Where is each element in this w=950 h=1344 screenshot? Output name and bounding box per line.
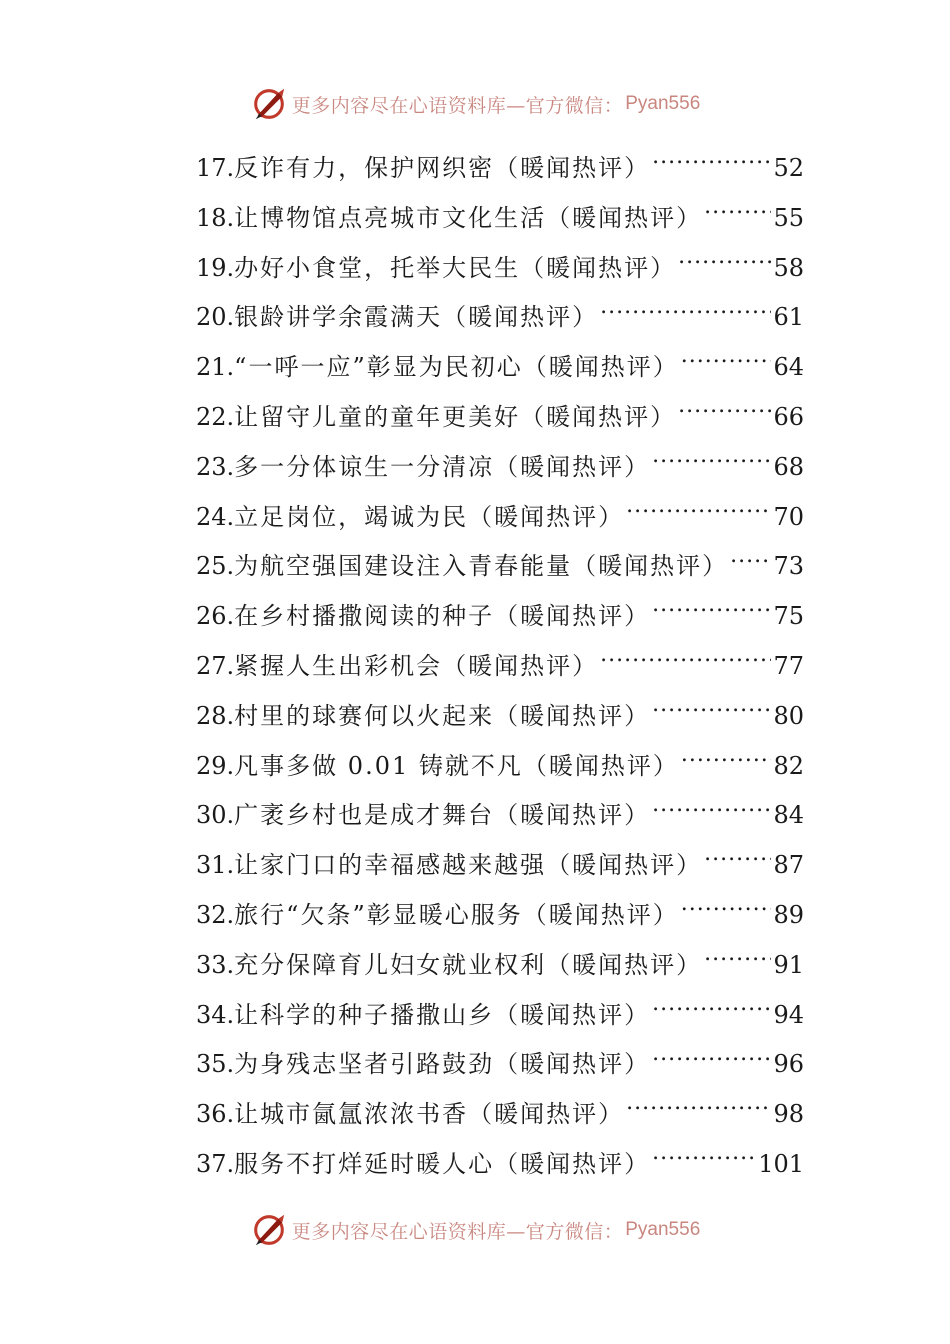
toc-entry[interactable] bbox=[196, 194, 804, 244]
toc-dot-leader bbox=[652, 600, 771, 624]
toc-entry-number: 27. bbox=[196, 651, 235, 680]
toc-entry-title: 紧握人生出彩机会（暖闻热评） bbox=[234, 651, 599, 680]
toc-dot-leader bbox=[600, 650, 771, 674]
toc-entry[interactable] bbox=[196, 244, 804, 294]
toc-entry-number: 24. bbox=[196, 502, 235, 531]
toc-entry-number: 19. bbox=[196, 253, 235, 282]
toc-dot-leader bbox=[652, 451, 771, 475]
toc-entry-title: 为身残志坚者引路鼓劲（暖闻热评） bbox=[234, 1050, 651, 1079]
toc-entry[interactable] bbox=[196, 293, 804, 343]
toc-entry[interactable] bbox=[196, 443, 804, 493]
watermark-text: 更多内容尽在心语资料库—官方微信： bbox=[291, 1220, 624, 1243]
toc-entry-title: 让科学的种子播撒山乡（暖闻热评） bbox=[234, 1000, 651, 1029]
toc-entry-number: 28. bbox=[196, 701, 235, 730]
toc-entry-page-number: 58 bbox=[773, 253, 804, 282]
toc-entry[interactable] bbox=[196, 1040, 804, 1090]
toc-dot-leader bbox=[730, 550, 771, 574]
toc-dot-leader bbox=[652, 700, 771, 724]
toc-entry-number: 36. bbox=[196, 1100, 235, 1129]
toc-dot-leader bbox=[704, 949, 771, 973]
toc-entry[interactable] bbox=[196, 1090, 804, 1140]
toc-entry-number: 33. bbox=[196, 950, 235, 979]
toc-entry[interactable] bbox=[196, 742, 804, 792]
toc-entry-number: 30. bbox=[196, 801, 235, 830]
toc-entry-page-number: 55 bbox=[773, 203, 804, 232]
toc-entry-title: 让家门口的幸福感越来越强（暖闻热评） bbox=[234, 851, 703, 880]
toc-entry[interactable] bbox=[196, 891, 804, 941]
toc-entry[interactable] bbox=[196, 791, 804, 841]
toc-entry-page-number: 84 bbox=[773, 801, 804, 830]
toc-entry-title: 广袤乡村也是成才舞台（暖闻热评） bbox=[234, 801, 651, 830]
toc-entry-page-number: 61 bbox=[773, 303, 804, 332]
toc-entry[interactable] bbox=[196, 493, 804, 543]
toc-entry-number: 26. bbox=[196, 602, 235, 631]
toc-entry-page-number: 80 bbox=[773, 701, 804, 730]
toc-entry-page-number: 96 bbox=[773, 1050, 804, 1079]
toc-entry[interactable] bbox=[196, 542, 804, 592]
toc-entry-title: 充分保障育儿妇女就业权利（暖闻热评） bbox=[234, 950, 703, 979]
pen-nib-icon bbox=[250, 1211, 288, 1249]
toc-entry-title: 立足岗位，竭诚为民（暖闻热评） bbox=[234, 502, 625, 531]
toc-entry-page-number: 89 bbox=[773, 900, 804, 929]
toc-entry-title: “一呼一应”彰显为民初心（暖闻热评） bbox=[234, 353, 679, 382]
toc-dot-leader bbox=[681, 750, 772, 774]
toc-entry[interactable] bbox=[196, 991, 804, 1041]
toc-entry-page-number: 70 bbox=[773, 502, 804, 531]
toc-entry-number: 18. bbox=[196, 203, 235, 232]
toc-entry-number: 35. bbox=[196, 1050, 235, 1079]
toc-entry-title: 旅行“欠条”彰显暖心服务（暖闻热评） bbox=[234, 900, 679, 929]
toc-entry-title: 在乡村播撒阅读的种子（暖闻热评） bbox=[234, 602, 651, 631]
toc-entry-number: 37. bbox=[196, 1149, 235, 1178]
toc-entry-page-number: 68 bbox=[773, 452, 804, 481]
toc-entry-title: 让城市氤氲浓浓书香（暖闻热评） bbox=[234, 1100, 625, 1129]
toc-dot-leader bbox=[652, 999, 771, 1023]
toc-entry-number: 32. bbox=[196, 900, 235, 929]
toc-entry-page-number: 64 bbox=[773, 353, 804, 382]
toc-entry[interactable] bbox=[196, 1140, 804, 1190]
toc-entry-number: 29. bbox=[196, 751, 235, 780]
toc-dot-leader bbox=[678, 252, 771, 276]
toc-entry[interactable] bbox=[196, 692, 804, 742]
toc-entry-page-number: 91 bbox=[773, 950, 804, 979]
toc-dot-leader bbox=[626, 501, 771, 525]
header-watermark bbox=[0, 84, 950, 124]
toc-dot-leader bbox=[652, 1148, 756, 1172]
toc-dot-leader bbox=[704, 202, 771, 226]
toc-dot-leader bbox=[681, 899, 772, 923]
toc-entry-page-number: 73 bbox=[773, 552, 804, 581]
toc-entry-page-number: 52 bbox=[773, 154, 804, 182]
toc-entry-number: 31. bbox=[196, 851, 235, 880]
toc-entry-number: 17. bbox=[196, 154, 235, 182]
toc-entry[interactable] bbox=[196, 841, 804, 891]
table-of-contents bbox=[196, 144, 804, 1190]
toc-entry-number: 23. bbox=[196, 452, 235, 481]
toc-entry-number: 34. bbox=[196, 1000, 235, 1029]
footer-watermark bbox=[0, 1210, 950, 1250]
toc-entry[interactable] bbox=[196, 642, 804, 692]
toc-entry-page-number: 101 bbox=[758, 1149, 804, 1178]
toc-entry[interactable] bbox=[196, 941, 804, 991]
toc-dot-leader bbox=[652, 152, 771, 176]
toc-dot-leader bbox=[600, 301, 771, 325]
toc-entry-number: 21. bbox=[196, 353, 235, 382]
toc-entry-title: 让留守儿童的童年更美好（暖闻热评） bbox=[234, 402, 677, 431]
toc-entry-title: 服务不打烊延时暖人心（暖闻热评） bbox=[234, 1149, 651, 1178]
watermark-text: 更多内容尽在心语资料库—官方微信： bbox=[291, 94, 624, 117]
toc-entry-title: 多一分体谅生一分清凉（暖闻热评） bbox=[234, 452, 651, 481]
toc-entry-page-number: 66 bbox=[773, 402, 804, 431]
toc-entry-title: 银龄讲学余霞满天（暖闻热评） bbox=[234, 303, 599, 332]
toc-entry-title: 村里的球赛何以火起来（暖闻热评） bbox=[234, 701, 651, 730]
pen-nib-icon bbox=[250, 85, 288, 123]
toc-entry-page-number: 87 bbox=[773, 851, 804, 880]
toc-entry[interactable] bbox=[196, 343, 804, 393]
toc-entry-page-number: 75 bbox=[773, 602, 804, 631]
toc-entry-title: 反诈有力，保护网织密（暖闻热评） bbox=[234, 154, 651, 182]
toc-entry[interactable] bbox=[196, 592, 804, 642]
watermark-wechat-id: Pyan556 bbox=[625, 93, 701, 114]
toc-entry-page-number: 98 bbox=[773, 1100, 804, 1129]
toc-dot-leader bbox=[652, 1048, 771, 1072]
toc-entry-title: 办好小食堂，托举大民生（暖闻热评） bbox=[234, 253, 677, 282]
toc-entry-title: 为航空强国建设注入青春能量（暖闻热评） bbox=[234, 552, 729, 581]
toc-entry-number: 20. bbox=[196, 303, 235, 332]
toc-entry-page-number: 82 bbox=[773, 751, 804, 780]
toc-entry-title: 凡事多做 0.01 铸就不凡（暖闻热评） bbox=[234, 751, 679, 780]
toc-dot-leader bbox=[681, 351, 772, 375]
toc-entry[interactable] bbox=[196, 393, 804, 443]
toc-dot-leader bbox=[626, 1098, 771, 1122]
toc-entry-page-number: 77 bbox=[773, 651, 804, 680]
watermark-wechat-id: Pyan556 bbox=[625, 1219, 701, 1240]
toc-entry-title: 让博物馆点亮城市文化生活（暖闻热评） bbox=[234, 203, 703, 232]
toc-entry-number: 25. bbox=[196, 552, 235, 581]
toc-dot-leader bbox=[704, 849, 771, 873]
toc-dot-leader bbox=[678, 401, 771, 425]
toc-entry[interactable] bbox=[196, 144, 804, 194]
toc-dot-leader bbox=[652, 799, 771, 823]
toc-entry-number: 22. bbox=[196, 402, 235, 431]
toc-entry-page-number: 94 bbox=[773, 1000, 804, 1029]
